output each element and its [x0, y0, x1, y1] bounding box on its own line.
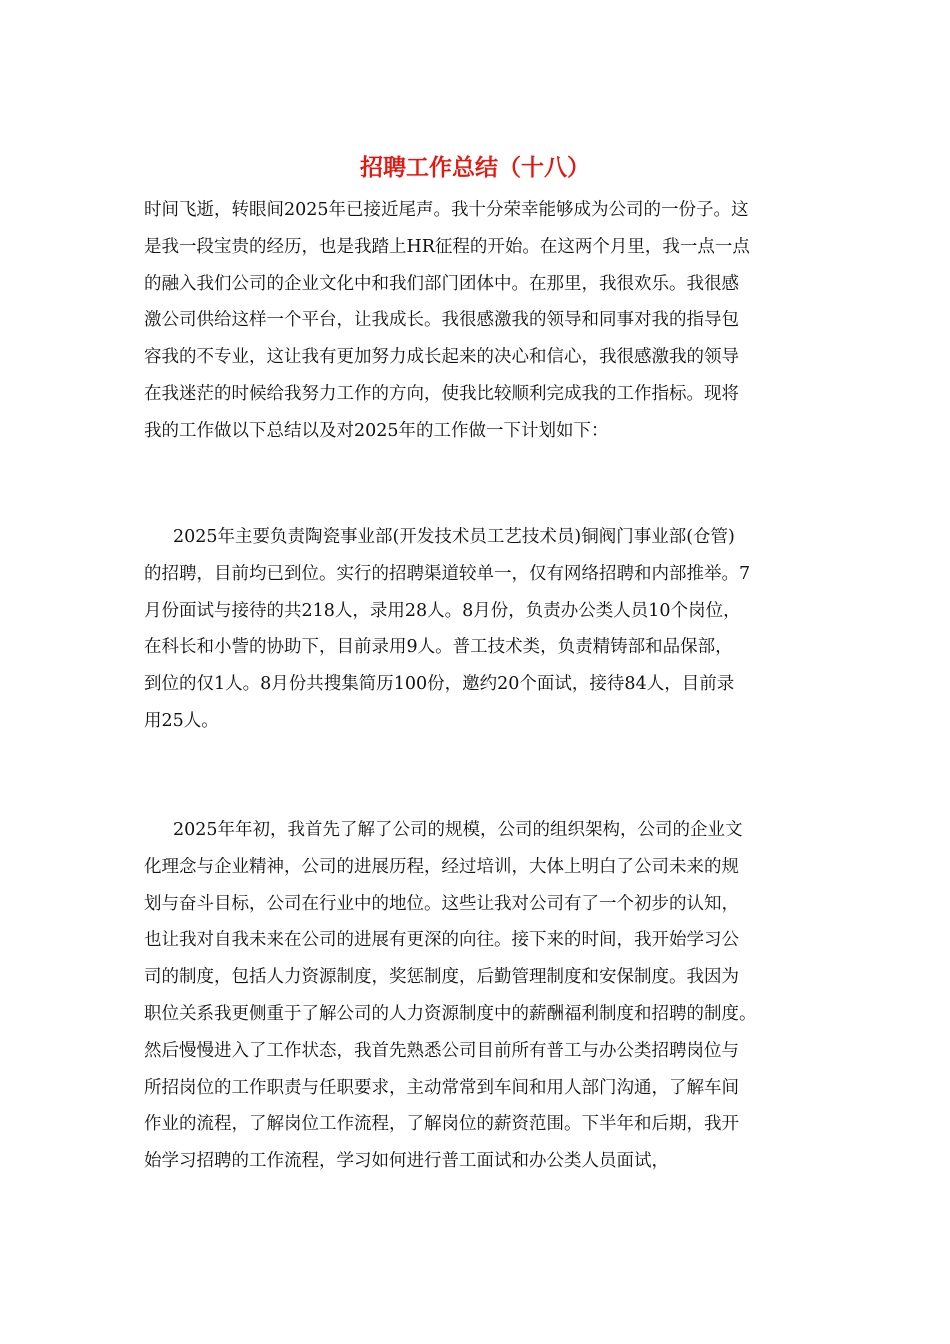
paragraph-line: 容我的不专业，这让我有更加努力成长起来的决心和信心，我很感激我的领导 — [144, 347, 739, 368]
paragraph-line: 时间飞逝，转眼间2025年已接近尾声。我十分荣幸能够成为公司的一份子。这 — [144, 200, 749, 220]
paragraph-line: 然后慢慢进入了工作状态，我首先熟悉公司目前所有普工与办公类招聘岗位与 — [144, 1040, 739, 1061]
paragraph-line: 划与奋斗目标，公司在行业中的地位。这些让我对公司有了一个初步的认知， — [144, 893, 739, 914]
paragraph-line: 到位的仅1人。8月份共搜集简历100份，邀约20个面试，接待84人，目前录 — [144, 674, 735, 695]
paragraph-line: 在科长和小訾的协助下，目前录用9人。普工技术类，负责精铸部和品保部， — [144, 637, 733, 658]
paragraph-intro — [144, 192, 809, 450]
paragraph-line: 职位关系我更侧重于了解公司的人力资源制度中的薪酬福利制度和招聘的制度。 — [144, 1003, 757, 1024]
document-title: 招聘工作总结（十八） — [360, 154, 590, 181]
paragraph-recruitment-results — [144, 519, 809, 740]
paragraph-line: 化理念与企业精神，公司的进展历程，经过培训，大体上明白了公司未来的规 — [144, 856, 739, 877]
paragraph-line: 2025年主要负责陶瓷事业部(开发技术员工艺技术员)铜阀门事业部(仓管) — [173, 527, 735, 547]
paragraph-line: 用25人。 — [144, 710, 219, 731]
paragraph-line: 也让我对自我未来在公司的进展有更深的向往。接下来的时间，我开始学习公 — [144, 930, 739, 951]
paragraph-line: 所招岗位的工作职责与任职要求，主动常常到车间和用人部门沟通，了解车间 — [144, 1077, 739, 1098]
paragraph-line: 2025年年初，我首先了解了公司的规模，公司的组织架构，公司的企业文 — [173, 820, 743, 840]
paragraph-line: 司的制度，包括人力资源制度，奖惩制度，后勤管理制度和安保制度。我因为 — [144, 967, 739, 988]
paragraph-line: 作业的流程，了解岗位工作流程，了解岗位的薪资范围。下半年和后期，我开 — [144, 1114, 739, 1135]
paragraph-line: 在我迷茫的时候给我努力工作的方向，使我比较顺利完成我的工作指标。现将 — [144, 383, 739, 404]
paragraph-line: 月份面试与接待的共218人，录用28人。8月份，负责办公类人员10个岗位， — [144, 600, 741, 621]
paragraph-line: 是我一段宝贵的经历，也是我踏上HR征程的开始。在这两个月里，我一点一点 — [144, 236, 750, 257]
paragraph-line: 我的工作做以下总结以及对2025年的工作做一下计划如下： — [144, 420, 609, 441]
paragraph-learning-process — [144, 812, 809, 1180]
paragraph-line: 的融入我们公司的企业文化中和我们部门团体中。在那里，我很欢乐。我很感 — [144, 273, 739, 294]
paragraph-line: 激公司供给这样一个平台，让我成长。我很感激我的领导和同事对我的指导包 — [144, 310, 739, 331]
paragraph-line: 始学习招聘的工作流程，学习如何进行普工面试和办公类人员面试， — [144, 1151, 669, 1172]
paragraph-line: 的招聘，目前均已到位。实行的招聘渠道较单一，仅有网络招聘和内部推举。7 — [144, 563, 751, 584]
